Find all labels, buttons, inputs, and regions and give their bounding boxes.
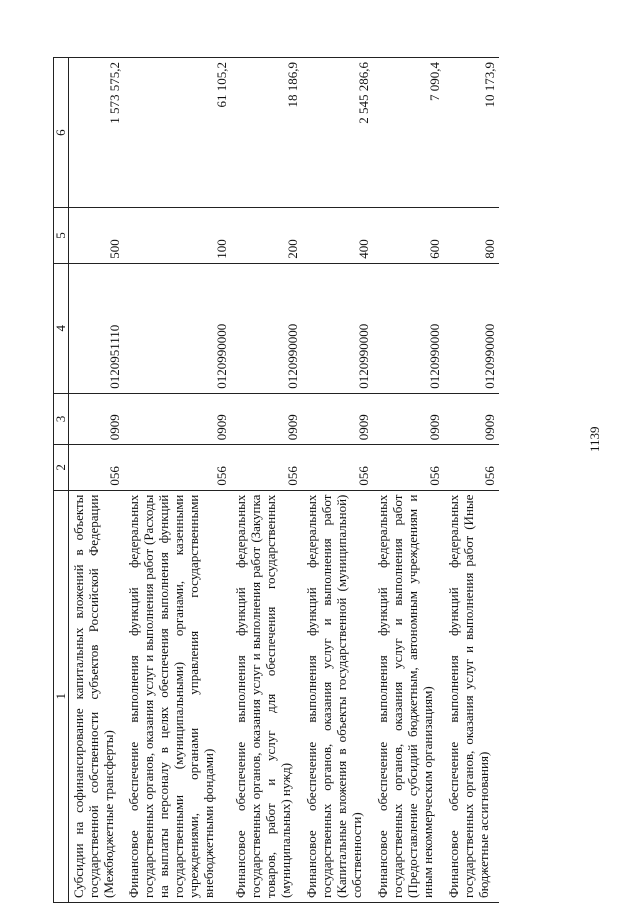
table-row (302, 58, 373, 903)
row-ministry-code: 056 (302, 445, 373, 490)
row-section-code: 0909 (444, 393, 499, 444)
header-col-6: 6 (54, 58, 69, 208)
row-ministry-code: 056 (373, 445, 444, 490)
row-description: Финансовое обеспечение выполнения функций федеральных государственных органов, оказания услуг и выполнения работ (Капитальные вложения в объекты государственной (муниципальной) собственности) (302, 490, 373, 902)
header-col-1: 1 (54, 490, 69, 902)
row-description: Субсидии на софинансирование капитальных вложений в объекты государственной собственности субъектов Российской Федерации (Межбюджетные трансферты) (69, 490, 125, 902)
row-section-code: 0909 (124, 393, 231, 444)
row-expense-type: 600 (373, 208, 444, 263)
table-header-row (54, 58, 69, 903)
row-description: Финансовое обеспечение выполнения функций федеральных государственных органов, оказания услуг и выполнения работ (Иные бюджетные ассигнования) (444, 490, 499, 902)
row-expense-type: 400 (302, 208, 373, 263)
rotated-page (53, 57, 613, 903)
row-section-code: 0909 (302, 393, 373, 444)
row-target-article: 0120990000 (373, 263, 444, 393)
header-col-4: 4 (54, 263, 69, 393)
row-description: Финансовое обеспечение выполнения функций федеральных государственных органов, оказания услуг и выполнения работ (Предоставление субсидий бюджетным, автономным учреждениям и иным некоммерческим организациям) (373, 490, 444, 902)
row-expense-type: 800 (444, 208, 499, 263)
row-ministry-code: 056 (124, 445, 231, 490)
table-row (231, 58, 302, 903)
header-col-2: 2 (54, 445, 69, 490)
row-section-code: 0909 (373, 393, 444, 444)
header-col-3: 3 (54, 393, 69, 444)
row-section-code: 0909 (69, 393, 125, 444)
row-amount: 18 186,9 (231, 58, 302, 208)
row-target-article: 0120990000 (124, 263, 231, 393)
header-col-5: 5 (54, 208, 69, 263)
row-section-code: 0909 (231, 393, 302, 444)
budget-table (53, 57, 499, 903)
table-row (124, 58, 231, 903)
row-amount: 1 573 575,2 (69, 58, 125, 208)
row-ministry-code: 056 (231, 445, 302, 490)
row-description: Финансовое обеспечение выполнения функций федеральных государственных органов, оказания услуг и выполнения работ (Расходы на выплаты персоналу в целях обеспечения выполнения функций государственными (муниципальными) органами, казенными учреждениями, органами управления государственными внебюджетными фондами) (124, 490, 231, 902)
page-number: 1139 (587, 426, 602, 452)
row-amount: 61 105,2 (124, 58, 231, 208)
row-target-article: 0120990000 (302, 263, 373, 393)
row-ministry-code: 056 (69, 445, 125, 490)
row-expense-type: 200 (231, 208, 302, 263)
table-row (69, 58, 125, 903)
row-target-article: 0120990000 (231, 263, 302, 393)
row-amount: 10 173,9 (444, 58, 499, 208)
table-row (373, 58, 444, 903)
row-expense-type: 100 (124, 208, 231, 263)
row-expense-type: 500 (69, 208, 125, 263)
table-row (444, 58, 499, 903)
row-ministry-code: 056 (444, 445, 499, 490)
row-target-article: 0120951110 (69, 263, 125, 393)
row-amount: 7 090,4 (373, 58, 444, 208)
row-target-article: 0120990000 (444, 263, 499, 393)
row-amount: 2 545 286,6 (302, 58, 373, 208)
row-description: Финансовое обеспечение выполнения функций федеральных государственных органов, оказания услуг и выполнения работ (Закупка товаров, работ и услуг для обеспечения государственных (муниципальных) нужд) (231, 490, 302, 902)
